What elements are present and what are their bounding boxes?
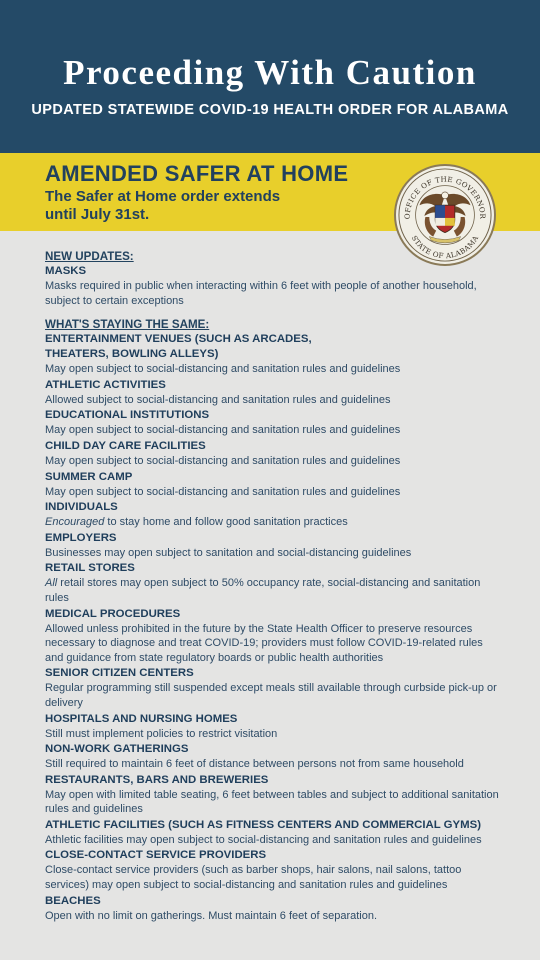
- item-title: HOSPITALS AND NURSING HOMES: [45, 712, 238, 725]
- item-body: Open with no limit on gatherings. Must maintain 6 feet of separation.: [45, 909, 378, 922]
- list-item: [45, 607, 500, 666]
- item-title: ENTERTAINMENT VENUES (SUCH AS ARCADES, THEATERS, BOWLING ALLEYS): [45, 333, 312, 361]
- list-item: [45, 264, 500, 308]
- item-title: MEDICAL PROCEDURES: [45, 607, 181, 620]
- item-body: [45, 576, 500, 605]
- item-body: May open subject to social-distancing and sanitation rules and guidelines: [45, 363, 401, 376]
- list-item: [45, 894, 500, 924]
- item-title: EMPLOYERS: [45, 531, 117, 544]
- banner-text: The Safer at Home order extends until July 31st.: [45, 188, 281, 223]
- list-item: [45, 470, 500, 500]
- seal-bottom-text: STATE OF ALABAMA: [409, 233, 481, 261]
- list-item: [45, 408, 500, 438]
- item-body-text: to stay home and follow good sanitation practices: [104, 516, 348, 529]
- list-item: [45, 332, 500, 377]
- new-updates-list: [45, 264, 500, 308]
- item-title: MASKS: [45, 265, 87, 277]
- item-title: BEACHES: [45, 894, 101, 907]
- item-body: Allowed subject to social-distancing and sanitation rules and guidelines: [45, 393, 391, 406]
- item-body: Regular programming still suspended except meals still available through curbside pick-up or delivery: [45, 682, 497, 709]
- item-title: CLOSE-CONTACT SERVICE PROVIDERS: [45, 849, 267, 862]
- item-title: RESTAURANTS, BARS AND BREWERIES: [45, 773, 269, 786]
- list-item: [45, 439, 500, 469]
- item-title: ATHLETIC ACTIVITIES: [45, 378, 166, 391]
- item-body: [45, 515, 500, 530]
- item-title: ATHLETIC FACILITIES (SUCH AS FITNESS CENTERS AND COMMERCIAL GYMS): [45, 818, 482, 831]
- item-body: May open subject to social-distancing and sanitation rules and guidelines: [45, 424, 401, 437]
- list-item: [45, 742, 500, 772]
- list-item: [45, 531, 500, 561]
- staying-same-list: [45, 332, 500, 923]
- list-item: [45, 561, 500, 605]
- item-body-text: retail stores may open subject to 50% occupancy rate, social-distancing and sanitation rules: [45, 577, 481, 604]
- governor-seal-icon: [394, 164, 496, 266]
- item-body: Still required to maintain 6 feet of distance between persons not from same household: [45, 758, 464, 771]
- item-title: SENIOR CITIZEN CENTERS: [45, 667, 194, 680]
- list-item: [45, 500, 500, 530]
- order-details: [0, 231, 540, 923]
- list-item: [45, 666, 500, 710]
- item-body: Masks required in public when interacting within 6 feet with people of another household, subject to certain exceptions: [45, 280, 477, 307]
- list-item: [45, 773, 500, 817]
- list-item: [45, 712, 500, 742]
- item-body: Allowed unless prohibited in the future by the State Health Officer to preserve resources necessary to diagnose and treat COVID-19; providers must follow COVID-19-related rules and guidance from state regulatory boards or public health authorities: [45, 622, 483, 664]
- new-updates-heading: NEW UPDATES:: [45, 250, 134, 263]
- list-item: [45, 378, 500, 408]
- list-item: [45, 818, 500, 848]
- staying-same-heading: WHAT'S STAYING THE SAME:: [45, 318, 210, 332]
- list-item: [45, 848, 500, 892]
- item-title: SUMMER CAMP: [45, 470, 133, 483]
- item-body: Athletic facilities may open subject to social-distancing and sanitation rules and guidelines: [45, 833, 482, 846]
- header-banner: [0, 0, 540, 153]
- item-title: CHILD DAY CARE FACILITIES: [45, 439, 206, 452]
- seal-top-text: OFFICE OF THE GOVERNOR: [402, 174, 488, 220]
- item-body: Businesses may open subject to sanitation and social-distancing guidelines: [45, 546, 412, 559]
- svg-text:STATE OF ALABAMA: [410, 233, 481, 260]
- item-body: May open subject to social-distancing and sanitation rules and guidelines: [45, 454, 401, 467]
- item-title: NON-WORK GATHERINGS: [45, 743, 189, 756]
- item-body: May open with limited table seating, 6 feet between tables and subject to additional sanitation rules and guidelines: [45, 788, 499, 816]
- item-title: EDUCATIONAL INSTITUTIONS: [45, 409, 210, 422]
- item-title: RETAIL STORES: [45, 562, 135, 575]
- item-body: May open subject to social-distancing and sanitation rules and guidelines: [45, 485, 401, 498]
- page-title: Proceeding With Caution: [63, 53, 477, 92]
- item-body: Close-contact service providers (such as barber shops, hair salons, nail salons, tattoo services) may open subject to social-distancing and sanitation rules and guidelines: [45, 864, 462, 892]
- item-body-emphasis: Encouraged: [45, 516, 105, 529]
- item-title: INDIVIDUALS: [45, 501, 118, 514]
- item-body: Still must implement policies to restrict visitation: [45, 727, 278, 740]
- page-subtitle: UPDATED STATEWIDE COVID-19 HEALTH ORDER FOR ALABAMA: [31, 102, 509, 118]
- banner-title: AMENDED SAFER AT HOME: [45, 161, 349, 186]
- item-body-emphasis: All: [45, 577, 58, 590]
